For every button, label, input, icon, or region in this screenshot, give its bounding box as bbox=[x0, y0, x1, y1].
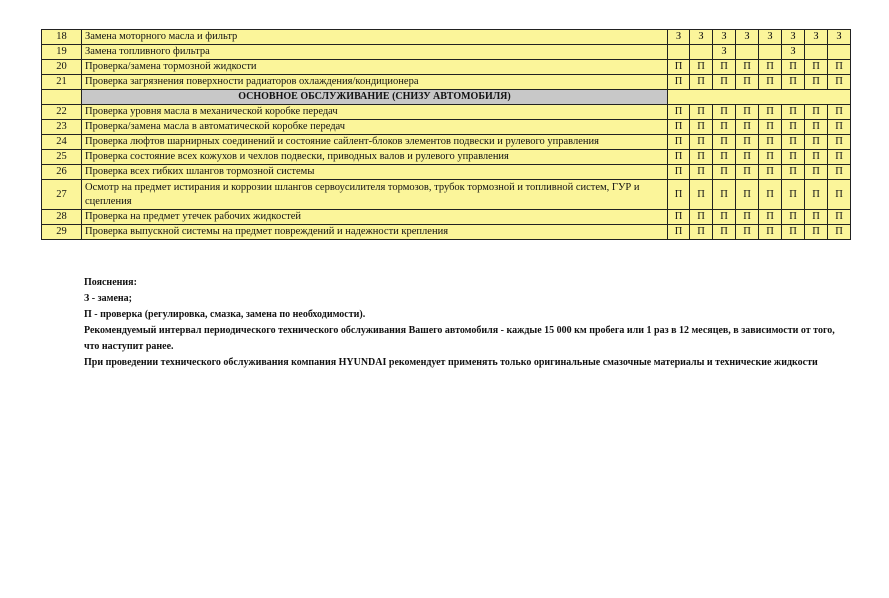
interval-mark-cell: П bbox=[759, 120, 782, 135]
row-description: Проверка всех гибких шлангов тормозной системы bbox=[82, 165, 668, 180]
interval-mark-cell: П bbox=[782, 120, 805, 135]
interval-mark-cell: П bbox=[828, 120, 851, 135]
interval-mark-cell: П bbox=[736, 120, 759, 135]
interval-mark-cell: П bbox=[782, 135, 805, 150]
row-description: Замена топливного фильтра bbox=[82, 45, 668, 60]
interval-mark-cell: П bbox=[759, 60, 782, 75]
interval-mark-cell: П bbox=[668, 225, 690, 240]
table-row bbox=[42, 105, 851, 120]
section-fill-cell bbox=[668, 90, 851, 105]
interval-mark-cell: П bbox=[805, 165, 828, 180]
interval-mark-cell: П bbox=[690, 120, 713, 135]
row-description: Замена моторного масла и фильтр bbox=[82, 30, 668, 45]
interval-mark-cell: П bbox=[690, 135, 713, 150]
table-row bbox=[42, 135, 851, 150]
interval-mark-cell: П bbox=[713, 165, 736, 180]
interval-mark-cell: П bbox=[805, 150, 828, 165]
interval-mark-cell: П bbox=[805, 75, 828, 90]
interval-mark-cell: П bbox=[713, 225, 736, 240]
notes-line-interval: Рекомендуемый интервал периодического технического обслуживания Вашего автомобиля - каждые 15 000 км пробега или 1 раз в 12 месяцев, в зависимости от того, что наступит ранее. bbox=[84, 325, 835, 352]
interval-mark-cell: П bbox=[828, 135, 851, 150]
interval-mark-cell: П bbox=[782, 225, 805, 240]
interval-mark-cell: П bbox=[828, 180, 851, 210]
interval-mark-cell: П bbox=[805, 210, 828, 225]
interval-mark-cell: П bbox=[828, 105, 851, 120]
interval-mark-cell: П bbox=[828, 225, 851, 240]
notes-block bbox=[84, 275, 844, 371]
row-description: Проверка состояние всех кожухов и чехлов подвески, приводных валов и рулевого управления bbox=[82, 150, 668, 165]
row-description: Проверка/замена тормозной жидкости bbox=[82, 60, 668, 75]
interval-mark-cell: П bbox=[828, 75, 851, 90]
interval-mark-cell bbox=[736, 45, 759, 60]
interval-mark-cell: П bbox=[668, 180, 690, 210]
interval-mark-cell: П bbox=[828, 150, 851, 165]
interval-mark-cell: П bbox=[690, 75, 713, 90]
table-row bbox=[42, 225, 851, 240]
interval-mark-cell: П bbox=[782, 180, 805, 210]
interval-mark-cell bbox=[690, 45, 713, 60]
section-row-group bbox=[42, 90, 851, 105]
interval-mark-cell: П bbox=[668, 75, 690, 90]
interval-mark-cell: П bbox=[805, 225, 828, 240]
interval-mark-cell: П bbox=[713, 150, 736, 165]
table-row bbox=[42, 120, 851, 135]
table-row bbox=[42, 30, 851, 45]
row-description: Проверка/замена масла в автоматической коробке передач bbox=[82, 120, 668, 135]
row-number: 20 bbox=[42, 60, 82, 75]
row-description: Проверка загрязнения поверхности радиаторов охлаждения/кондиционера bbox=[82, 75, 668, 90]
row-number: 25 bbox=[42, 150, 82, 165]
interval-mark-cell: П bbox=[713, 60, 736, 75]
interval-mark-cell: П bbox=[668, 105, 690, 120]
interval-mark-cell: П bbox=[805, 120, 828, 135]
interval-mark-cell: П bbox=[736, 135, 759, 150]
notes-line-hyundai: При проведении технического обслуживания компания HYUNDAI рекомендует применять только оригинальные смазочные материалы и технические жидкости bbox=[84, 357, 818, 368]
interval-mark-cell: П bbox=[736, 225, 759, 240]
row-description: Проверка люфтов шарнирных соединений и состояние сайлент-блоков элементов подвески и рулевого управления bbox=[82, 135, 668, 150]
interval-mark-cell: П bbox=[805, 105, 828, 120]
interval-mark-cell: П bbox=[690, 225, 713, 240]
interval-mark-cell: П bbox=[736, 150, 759, 165]
interval-mark-cell: П bbox=[782, 75, 805, 90]
row-number: 27 bbox=[42, 180, 82, 210]
row-number: 29 bbox=[42, 225, 82, 240]
interval-mark-cell: П bbox=[736, 105, 759, 120]
interval-mark-cell: П bbox=[736, 180, 759, 210]
interval-mark-cell: П bbox=[690, 180, 713, 210]
maintenance-schedule-table bbox=[41, 29, 851, 240]
interval-mark-cell: П bbox=[759, 150, 782, 165]
interval-mark-cell bbox=[759, 45, 782, 60]
rows-bottom bbox=[42, 105, 851, 240]
interval-mark-cell: П bbox=[805, 180, 828, 210]
interval-mark-cell: П bbox=[782, 165, 805, 180]
interval-mark-cell: З bbox=[690, 30, 713, 45]
interval-mark-cell bbox=[828, 45, 851, 60]
table-row bbox=[42, 165, 851, 180]
interval-mark-cell: П bbox=[805, 135, 828, 150]
interval-mark-cell: П bbox=[782, 60, 805, 75]
interval-mark-cell: П bbox=[736, 60, 759, 75]
row-number: 26 bbox=[42, 165, 82, 180]
interval-mark-cell: П bbox=[736, 165, 759, 180]
interval-mark-cell: П bbox=[690, 210, 713, 225]
interval-mark-cell: П bbox=[759, 165, 782, 180]
interval-mark-cell: П bbox=[690, 165, 713, 180]
row-number: 19 bbox=[42, 45, 82, 60]
interval-mark-cell: П bbox=[713, 75, 736, 90]
interval-mark-cell: П bbox=[782, 105, 805, 120]
notes-line-check: П - проверка (регулировка, смазка, замена по необходимости). bbox=[84, 309, 366, 320]
interval-mark-cell bbox=[805, 45, 828, 60]
interval-mark-cell: П bbox=[828, 60, 851, 75]
interval-mark-cell: П bbox=[759, 180, 782, 210]
interval-mark-cell: З bbox=[713, 30, 736, 45]
interval-mark-cell: П bbox=[759, 225, 782, 240]
notes-heading: Пояснения: bbox=[84, 277, 137, 288]
interval-mark-cell: П bbox=[736, 75, 759, 90]
interval-mark-cell: П bbox=[713, 120, 736, 135]
table-row bbox=[42, 150, 851, 165]
interval-mark-cell: З bbox=[759, 30, 782, 45]
interval-mark-cell: П bbox=[713, 135, 736, 150]
row-number: 23 bbox=[42, 120, 82, 135]
interval-mark-cell: П bbox=[828, 165, 851, 180]
interval-mark-cell: П bbox=[736, 210, 759, 225]
interval-mark-cell: З bbox=[782, 45, 805, 60]
interval-mark-cell: З bbox=[805, 30, 828, 45]
interval-mark-cell bbox=[668, 45, 690, 60]
interval-mark-cell: П bbox=[668, 210, 690, 225]
interval-mark-cell: П bbox=[668, 60, 690, 75]
interval-mark-cell: З bbox=[736, 30, 759, 45]
interval-mark-cell: З bbox=[713, 45, 736, 60]
interval-mark-cell: П bbox=[805, 60, 828, 75]
interval-mark-cell: П bbox=[690, 105, 713, 120]
notes-line-replace: З - замена; bbox=[84, 293, 132, 304]
section-header-row bbox=[42, 90, 851, 105]
interval-mark-cell: З bbox=[668, 30, 690, 45]
row-number: 28 bbox=[42, 210, 82, 225]
interval-mark-cell: П bbox=[668, 120, 690, 135]
table-row bbox=[42, 60, 851, 75]
interval-mark-cell: П bbox=[668, 165, 690, 180]
interval-mark-cell: П bbox=[782, 210, 805, 225]
row-description: Осмотр на предмет истирания и коррозии шлангов сервоусилителя тормозов, трубок тормозной и топливной систем, ГУР и сцепления bbox=[82, 180, 668, 210]
interval-mark-cell: П bbox=[759, 135, 782, 150]
interval-mark-cell: П bbox=[713, 180, 736, 210]
interval-mark-cell: П bbox=[690, 150, 713, 165]
interval-mark-cell: З bbox=[782, 30, 805, 45]
row-number: 21 bbox=[42, 75, 82, 90]
interval-mark-cell: П bbox=[759, 210, 782, 225]
table-row bbox=[42, 180, 851, 210]
section-num-cell bbox=[42, 90, 82, 105]
interval-mark-cell: П bbox=[690, 60, 713, 75]
table-row bbox=[42, 75, 851, 90]
interval-mark-cell: П bbox=[759, 75, 782, 90]
row-number: 24 bbox=[42, 135, 82, 150]
interval-mark-cell: П bbox=[759, 105, 782, 120]
row-description: Проверка уровня масла в механической коробке передач bbox=[82, 105, 668, 120]
interval-mark-cell: З bbox=[828, 30, 851, 45]
interval-mark-cell: П bbox=[668, 150, 690, 165]
rows-top bbox=[42, 30, 851, 90]
table-row bbox=[42, 45, 851, 60]
table-row bbox=[42, 210, 851, 225]
row-description: Проверка выпускной системы на предмет повреждений и надежности крепления bbox=[82, 225, 668, 240]
row-number: 22 bbox=[42, 105, 82, 120]
interval-mark-cell: П bbox=[713, 105, 736, 120]
row-description: Проверка на предмет утечек рабочих жидкостей bbox=[82, 210, 668, 225]
section-title: ОСНОВНОЕ ОБСЛУЖИВАНИЕ (СНИЗУ АВТОМОБИЛЯ) bbox=[82, 90, 668, 105]
row-number: 18 bbox=[42, 30, 82, 45]
interval-mark-cell: П bbox=[782, 150, 805, 165]
interval-mark-cell: П bbox=[668, 135, 690, 150]
interval-mark-cell: П bbox=[828, 210, 851, 225]
interval-mark-cell: П bbox=[713, 210, 736, 225]
